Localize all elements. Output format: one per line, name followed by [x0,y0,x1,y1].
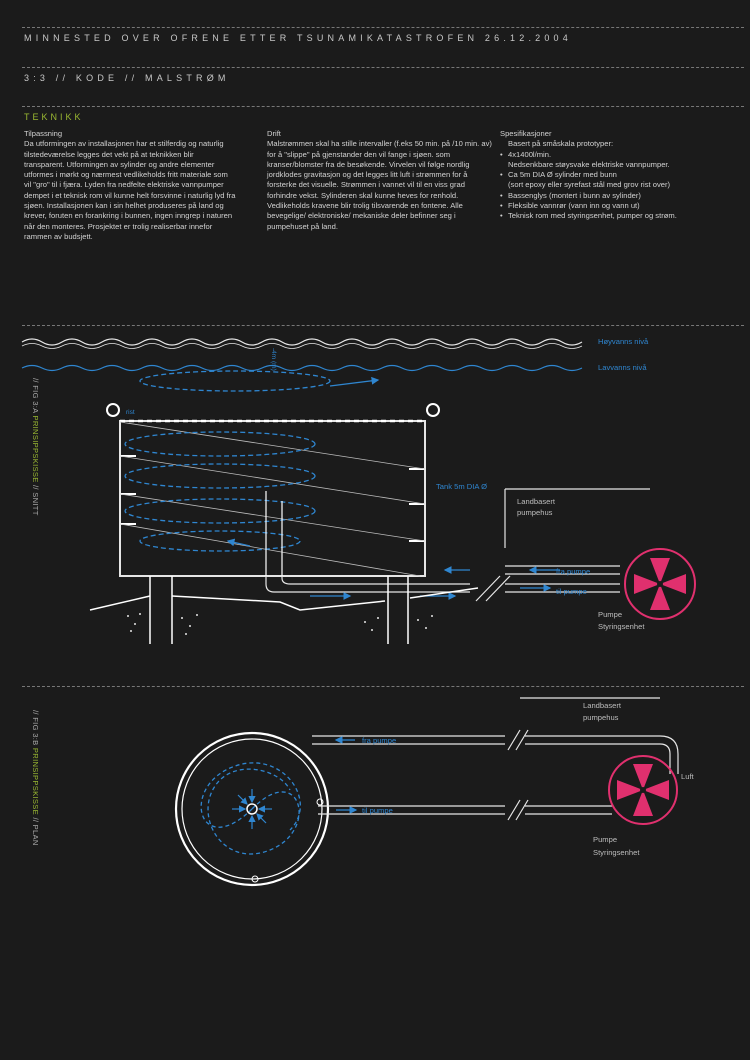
plan-pump-label-2: Styringsenhet [593,848,640,857]
air-label: Luft [681,772,694,781]
lift-ring-left [107,404,119,416]
pump-house-label-1: Landbasert [517,497,555,506]
plan-from-pump-label: fra pumpe [362,736,397,745]
plan-pump-house-label-2: pumpehus [583,713,619,722]
plan-to-pump-label: til pumpe [362,806,393,815]
plan-pump-house-label-1: Landbasert [583,701,621,710]
rule-top [22,27,744,28]
pump-label-1: Pumpe [598,610,623,619]
fig-b-caption: // FIG 3:B PRINSIPPSKISSE // PLAN [31,710,40,846]
drift-heading: Drift [267,129,281,138]
lift-ring-right [427,404,439,416]
rule-2 [22,67,744,68]
tank-outline [120,421,425,576]
rule-5 [22,686,744,687]
spec-list [500,150,745,222]
pump-icon [625,549,695,619]
depth-label: -4m (m) [270,348,277,371]
rule-3 [22,106,744,107]
column-drift [267,129,493,232]
column-spesifikasjoner [500,129,745,222]
spec-item: Nedsenkbare støysvake elektriske vannpumper. [508,159,670,169]
tilpassning-heading: Tilpassning [24,129,63,138]
seabed-line [90,588,478,610]
spec-item: • Bassenglys (montert i bunn av sylinder) [500,191,745,201]
tank-label: Tank 5m DIA Ø [436,482,488,491]
fig-b-plan-diagram [0,690,750,900]
spec-item: (sort epoxy eller syrefast stål med grov rist over) [508,180,671,190]
fig-a-section-diagram [0,326,750,686]
page-subtitle: 3:3 // KODE // MALSTRØM [24,73,230,83]
page-title: MINNESTED OVER OFRENE ETTER TSUNAMIKATASTROFEN 26.12.2004 [24,33,572,43]
grate-label: rist [126,409,135,416]
from-pump-label: fra pumpe [556,567,591,576]
spec-item: • Fleksible vannrør (vann inn og vann ut) [500,201,745,211]
fig-a-caption: // FIG 3:A PRINSIPPSKISSE // SNITT [31,378,40,516]
pump-house-label-2: pumpehus [517,508,553,517]
tilpassning-body: Da utformingen av installasjonen har et stilferdig og naturlig tilstedeværelse legges det vekt på at teknikken blir transparent. Utformingen av sylinder og andre elementer utformes i mørkt og nærmest vedlikeholds fritt materiale som vil "gro" til i fjæra. Lyden fra nedfelte elektriske vannpumper dempet i et teknisk rom vil kunne helt forsvinne i naturlig lyd fra sjøen. Installasjonen kan i sin helhet produseres på land og krever, foruten en forankring i bunnen, ingen inngrep i naturen når den monteres. Prosjektet er trolig realiserbar innefor rammen av budsjett. [24,139,236,241]
spec-heading: Spesifikasjoner [500,129,552,138]
spec-item: • Ca 5m DIA Ø sylinder med bunn [500,170,745,180]
plan-pump-label-1: Pumpe [593,835,618,844]
to-pump-label: til pumpe [556,587,587,596]
spec-intro: Basert på småskala prototyper: [508,139,614,149]
low-water-label: Lavvanns nivå [598,363,647,372]
low-water-line [22,366,582,371]
column-tilpassning [24,129,236,242]
drift-body: Malstrømmen skal ha stille intervaller (f.eks 50 min. på /10 min. av) for å "slippe" på gjenstander den vil fange i sjøen. som kranser/blomster fra de besøkende. Virvelen vil følge nordlig jordklodes gravitasjon og det legges litt luft i strømmen for å forsterke det visuelle. Strømmen i vannet vil til en viss grad forhindre vekst. Sylinderen skal kunne heves for renhold. Vedlikeholds kravene blir trolig tilsvarende en fontene. Alle bevegelige/ elektroniske/ mekaniske deler befinner seg i pumpehuset på land. [267,139,492,231]
spec-item: • Teknisk rom med styringsenhet, pumper og strøm. [500,211,745,221]
section-title: TEKNIKK [24,112,84,122]
high-water-label: Høyvanns nivå [598,337,649,346]
plan-pump-icon [609,756,677,824]
pump-label-2: Styringsenhet [598,622,645,631]
spec-item: • 4x1400l/min. [500,150,745,160]
